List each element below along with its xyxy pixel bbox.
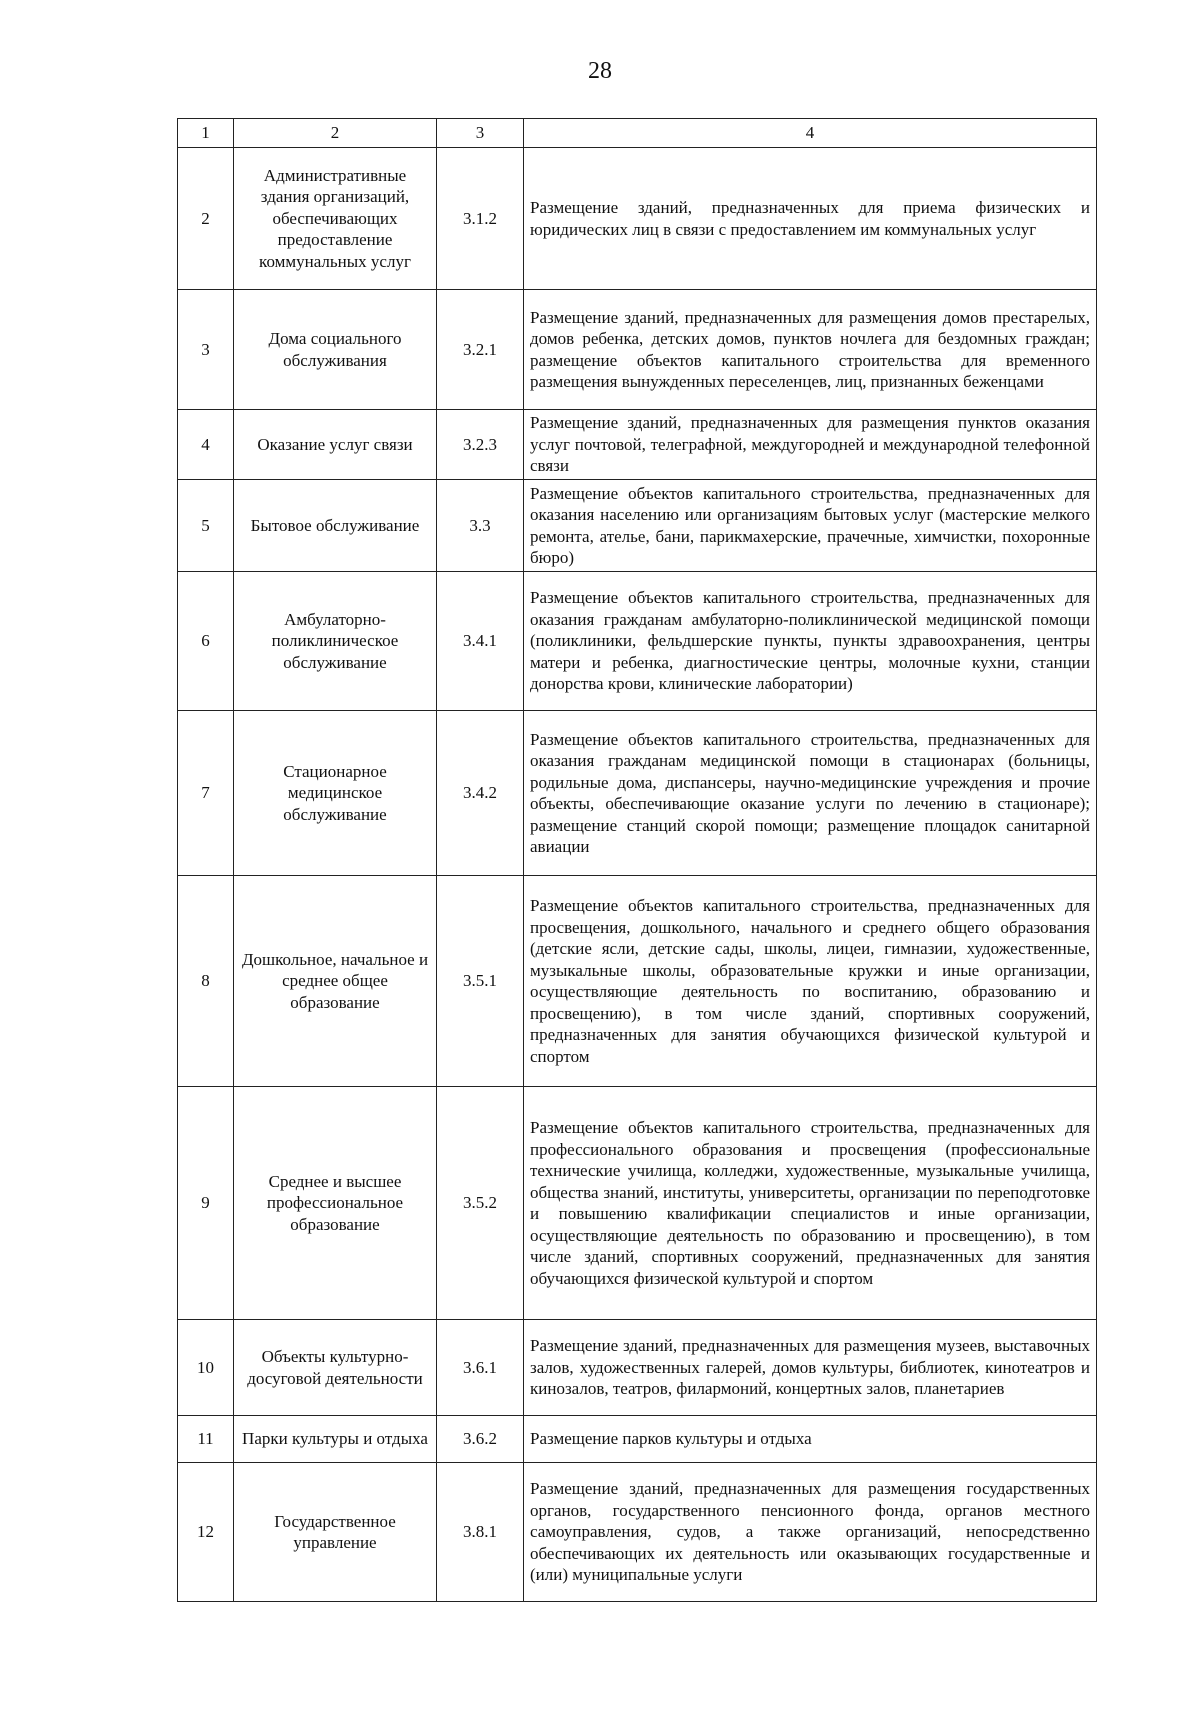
table-row bbox=[178, 1320, 1097, 1416]
use-type-name: Парки культуры и отдыха bbox=[234, 1416, 437, 1463]
use-type-code: 3.5.1 bbox=[437, 876, 524, 1087]
row-number: 3 bbox=[178, 290, 234, 410]
row-number: 7 bbox=[178, 711, 234, 876]
land-use-table bbox=[177, 118, 1097, 1602]
use-type-code: 3.1.2 bbox=[437, 148, 524, 290]
row-number: 12 bbox=[178, 1463, 234, 1602]
row-number: 4 bbox=[178, 410, 234, 480]
row-number: 8 bbox=[178, 876, 234, 1087]
use-type-code: 3.3 bbox=[437, 480, 524, 572]
use-type-description: Размещение зданий, предназначенных для размещения пунктов оказания услуг почтовой, телеграфной, междугородней и международной телефонной связи bbox=[524, 410, 1097, 480]
table-header-row bbox=[178, 119, 1097, 148]
use-type-name: Административные здания организаций, обеспечивающих предоставление коммунальных услуг bbox=[234, 148, 437, 290]
use-type-name: Бытовое обслуживание bbox=[234, 480, 437, 572]
use-type-code: 3.4.2 bbox=[437, 711, 524, 876]
use-type-name: Дома социального обслуживания bbox=[234, 290, 437, 410]
table-row bbox=[178, 1416, 1097, 1463]
row-number: 9 bbox=[178, 1087, 234, 1320]
column-header-3: 3 bbox=[437, 119, 524, 148]
table-row bbox=[178, 290, 1097, 410]
table-row bbox=[178, 711, 1097, 876]
row-number: 5 bbox=[178, 480, 234, 572]
table-row bbox=[178, 480, 1097, 572]
row-number: 11 bbox=[178, 1416, 234, 1463]
use-type-name: Среднее и высшее профессиональное образование bbox=[234, 1087, 437, 1320]
use-type-code: 3.4.1 bbox=[437, 572, 524, 711]
row-number: 6 bbox=[178, 572, 234, 711]
use-type-code: 3.5.2 bbox=[437, 1087, 524, 1320]
page-number: 28 bbox=[588, 58, 612, 84]
use-type-description: Размещение объектов капитального строительства, предназначенных для профессионального образования и просвещения (профессиональные технические училища, колледжи, художественные, музыкальные училища, общества знаний, институты, университеты, организации по переподготовке и повышению квалификации специалистов и иные организации, осуществляющие деятельность по образованию и просвещению), в том числе зданий, спортивных сооружений, предназначенных для занятия обучающихся физической культурой и спортом bbox=[524, 1087, 1097, 1320]
use-type-name: Амбулаторно-поликлиническое обслуживание bbox=[234, 572, 437, 711]
use-type-description: Размещение объектов капитального строительства, предназначенных для оказания населению или организациям бытовых услуг (мастерские мелкого ремонта, ателье, бани, парикмахерские, прачечные, химчистки, похоронные бюро) bbox=[524, 480, 1097, 572]
use-type-code: 3.6.2 bbox=[437, 1416, 524, 1463]
column-header-4: 4 bbox=[524, 119, 1097, 148]
use-type-name: Оказание услуг связи bbox=[234, 410, 437, 480]
use-type-description: Размещение парков культуры и отдыха bbox=[524, 1416, 1097, 1463]
use-type-description: Размещение объектов капитального строительства, предназначенных для просвещения, дошкольного, начального и среднего общего образования (детские ясли, детские сады, школы, лицеи, гимназии, художественные, музыкальные школы, образовательные кружки и иные организации, осуществляющие деятельность по воспитанию, образованию и просвещению), в том числе зданий, спортивных сооружений, предназначенных для занятия обучающихся физической культурой и спортом bbox=[524, 876, 1097, 1087]
table-row bbox=[178, 1463, 1097, 1602]
row-number: 2 bbox=[178, 148, 234, 290]
use-type-name: Стационарное медицинское обслуживание bbox=[234, 711, 437, 876]
table-row bbox=[178, 1087, 1097, 1320]
use-type-name: Дошкольное, начальное и среднее общее образование bbox=[234, 876, 437, 1087]
use-type-name: Объекты культурно-досуговой деятельности bbox=[234, 1320, 437, 1416]
table-row bbox=[178, 876, 1097, 1087]
use-type-code: 3.8.1 bbox=[437, 1463, 524, 1602]
table-row bbox=[178, 148, 1097, 290]
column-header-1: 1 bbox=[178, 119, 234, 148]
table-row bbox=[178, 410, 1097, 480]
use-type-code: 3.2.1 bbox=[437, 290, 524, 410]
use-type-code: 3.6.1 bbox=[437, 1320, 524, 1416]
row-number: 10 bbox=[178, 1320, 234, 1416]
use-type-description: Размещение зданий, предназначенных для размещения государственных органов, государственного пенсионного фонда, органов местного самоуправления, судов, а также организаций, непосредственно обеспечивающих их деятельность или оказывающих государственные и (или) муниципальные услуги bbox=[524, 1463, 1097, 1602]
column-header-2: 2 bbox=[234, 119, 437, 148]
use-type-description: Размещение объектов капитального строительства, предназначенных для оказания гражданам медицинской помощи в стационарах (больницы, родильные дома, диспансеры, научно-медицинские учреждения и прочие объекты, обеспечивающие оказание услуги по лечению в стационаре); размещение станций скорой помощи; размещение площадок санитарной авиации bbox=[524, 711, 1097, 876]
use-type-description: Размещение объектов капитального строительства, предназначенных для оказания гражданам амбулаторно-поликлинической медицинской помощи (поликлиники, фельдшерские пункты, пункты здравоохранения, центры матери и ребенка, диагностические центры, молочные кухни, станции донорства крови, клинические лаборатории) bbox=[524, 572, 1097, 711]
use-type-code: 3.2.3 bbox=[437, 410, 524, 480]
table-row bbox=[178, 572, 1097, 711]
use-type-description: Размещение зданий, предназначенных для размещения музеев, выставочных залов, художественных галерей, домов культуры, библиотек, кинотеатров и кинозалов, театров, филармоний, концертных залов, планетариев bbox=[524, 1320, 1097, 1416]
use-type-name: Государственное управление bbox=[234, 1463, 437, 1602]
use-type-description: Размещение зданий, предназначенных для размещения домов престарелых, домов ребенка, детских домов, пунктов ночлега для бездомных граждан; размещение объектов капитального строительства для временного размещения вынужденных переселенцев, лиц, признанных беженцами bbox=[524, 290, 1097, 410]
use-type-description: Размещение зданий, предназначенных для приема физических и юридических лиц в связи с предоставлением им коммунальных услуг bbox=[524, 148, 1097, 290]
